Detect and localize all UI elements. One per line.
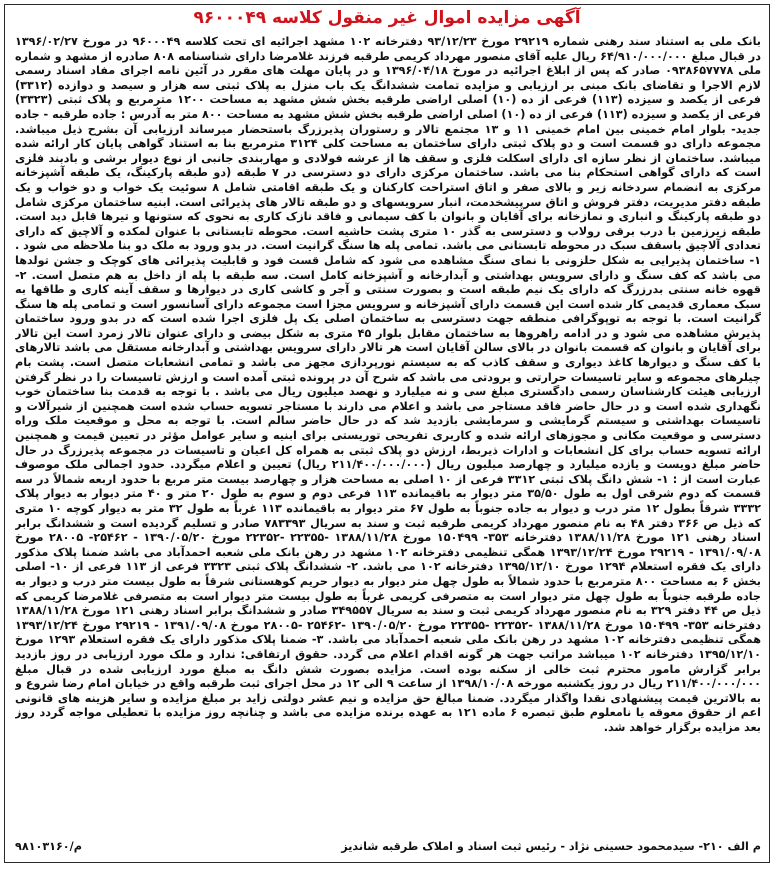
footer-signature: م الف ۲۱۰- سیدمحمود حسینی نژاد - رئیس ثبت اسناد و املاک طرقبه شاندیز [341,840,761,853]
notice-frame [4,4,770,863]
notice-title: آگهی مزایده اموال غیر منقول کلاسه ۹۶۰۰۰۴۹ [193,8,581,28]
notice-body-text: بانک ملی به استناد سند رهنی شماره ۲۹۲۱۹ مورخ ۹۳/۱۲/۲۳ دفترخانه ۱۰۲ مشهد اجرائیه ای تحت کلاسه ۹۶۰۰۰۴۹ در مورخ ۱۳۹۶/۰۲/۲۷ در قبال مبلغ ۶۴/۹۱۰/۰۰۰/۰۰۰ ریال علیه آقای منصور مهرداد کریمی طرقبه فرزند غلامرضا دارای شناسنامه ۸۰۸ صادره از مشهد و شماره ملی ۰۹۳۸۶۵۷۷۷۸ صادر که پس از ابلاغ اجرائیه در مورخ ۱۳۹۶/۰۴/۱۸ و در پایان مهلت های مقرر در آئین نامه اجرای مفاد اسناد رسمی لازم الاجرا و تقاضای بانک مبنی بر ارزیابی و مزایده تمامت ششدانگ یک باب منزل به پلاک ثبتی سه هزار و سیصد و دوازده (۳۳۱۲) فرعی از یکصد و سیزده (۱۱۳) فرعی از ده (۱۰) اصلی اراضی طرقبه بخش شش مشهد به مساحت ۱۲۰۰ مترمربع و پلاک ثبتی (۳۳۲۳) فرعی از یکصد و سیزده (۱۱۳) فرعی از ده (۱۰) اصلی اراضی طرقبه بخش شش مشهد به مساحت ۸۰۰ متر به آدرس : جاده طرقبه - جاده جدید- بلوار امام خمینی بین امام خمینی ۱۱ و ۱۳ مجتمع تالار و رستوران پذیرزرگ باستحضار میرساند ارزیابی آن بشرح ذیل میباشد. مجموعه دارای دو قسمت است و دو پلاک ثبتی دارای ساختمان به مساحت کلی ۳۱۲۴ مترمربع بنا به استناد گواهی پایان کار ارائه شده میباشد. ساختمان از نظر سازه ای دارای اسکلت فلزی و سقف ها از عرشه فولادی و مهاربندی جانبی از نوع دیوار برشی و بادبند فلزی است که دارای گواهی استحکام بنا می باشد. ساختمان مرکزی دارای دو دسترسی در ۷ طبقه (دو طبقه پارکینگ، یک طبقه آشپزخانه مرکزی به انضمام سردخانه زیر و بالای صفر و اتاق استراحت کارکنان و یک طبقه اقامتی شامل ۸ سوئیت یک خواب و دو خواب و یک طبقه دفتر مدیریت، دفتر فروش و اتاق سرپیشخدمت، انبار سرویسهای و دو طبقه تالار های پذیرائی است. ابنیه ساختمان مرکزی شامل دو طبقه پارکینگ و انباری و نمازخانه برای آقایان و بانوان با کف سیمانی و فاقد نازک کاری به نحوی که ستونها و تیرها قابل دید است. طبقه زیرزمین با درب برقی رولاب و دسترسی به گذر ۱۰ متری پشت حاشیه است. محوطه تابستانی با عنوان لمکده و آلاچیق که دارای تعدادی آلاچیق باسقف سبک در محوطه تابستانی می باشد. تمامی پله ها سنگ گرانیت است. در بدو ورود به ملک دو بنا ملاحظه می شود . ۱- ساختمان پذیرایی به شکل حلزونی با نمای سنگ مشاهده می شود که شامل قست فود و قابلیت پذیرائی های کوچک و جشن تولدها می باشد که کف سنگ و دارای سرویس بهداشتی و آبدارخانه و آشپزخانه کامل است. سه طبقه با پله از داخل به هم متصل است. ۲- قهوه خانه سنتی بدرزرگ که دارای یک نیم طبقه است و بصورت سنتی و آجر و کاشی کاری در دیوارها و سقف آینه کاری و طاقها به سبک معماری قدیمی کار شده است این قسمت دارای آشپزخانه و سرویس مجزا است مجموعه دارای آسانسور است و تمامی پله ها سنگ گرانیت است. با توجه به توپوگرافی منطقه جهت دسترسی به ساختمان اصلی یک پل فلزی اجرا شده است که در بدو ورود ساختمان پذیرش مشاهده می شود و در ادامه راهروها به ساختمان مقابل بلوار ۴۵ متری به شکل بیضی و دارای عنوان تالار زمرد است این تالار برای آقایان و بانوان که قسمت بانوان در بالای سالن آقایان است هر تالار دارای سرویس بهداشتی و آبدارخانه مستقل می باشد تالارهای با کف سنگ و دیوارها کاغذ دیواری و سقف کاذب که به سیستم نورپردازی مجهز می باشد و تمامی انشعابات متصل است. پشت بام چیلرهای مجموعه و سایر تاسیسات حرارتی و برودتی می باشد که شرح آن در پرونده ثبتی آمده است و ارزش تاسیسات را در نظر گرفتن ارزیابی هیئت کارشناسان رسمی دادگستری مبلغ سی و نه میلیارد و نهصد میلیون ریال می باشد . با توجه به قدمت بنا ساختمان خوب نگهداری شده است و در حال حاضر فاقد مستاجر می باشد و اعلام می دارند با مستاجر تسویه حساب شده است همچنین از شیرآلات و تاسیسات بهداشتی و سیستم گرمایشی و سرمایشی بازدید شد که در حال حاضر سالم است. با توجه به محل و موقعیت ملک وراه دسترسی و موقعیت مکانی و مجوزهای ارائه شده و کاربری تفریحی توریستی برای ابنیه و سایر عوامل مؤثر در تعیین قیمت و همچنین ارائه تسویه حساب برای کل انشعابات و ادارات ذیربط، ارزش دو پلاک ثبتی به همراه کل اعیان و تاسیسات در مجموعه پذیرزرگ در حال حاضر مبلغ دویست و یازده میلیارد و چهارصد میلیون ریال (۲۱۱/۴۰۰/۰۰۰/۰۰۰ ریال) تعیین و اعلام میگردد. حدود اجمالی ملک موصوف عبارت است از : ۱- شش دانگ پلاک ثبتی ۳۳۱۲ فرعی از ۱۰ اصلی به مساحت هزار و چهارصد بیست متر مربع با حدود اربعه شمالاً در سه قسمت که دوم شرقی اول به طول ۳۵/۵۰ متر دیوار به باقیمانده ۱۱۳ فرعی دوم و سوم به طول ۲۰ متر و ۴۰ متر دیوار به دیوار پلاک ۳۳۳۲ شرقاً بطول ۱۲ متر درب و دیوار به جاده جنوباً به طول ۶۷ متر دیوار به باقیمانده ۱۱۳ غرباً به طول ۳۲ متر به دیوار کوچه ۱۰ متری که ذیل ص ۳۶۶ دفتر ۴۸ به نام منصور مهرداد کریمی طرقبه ثبت و سند به سریال ۷۸۳۳۹۳ صادر و تسلیم گردیده است و ششدانگ برابر اسناد رهنی ۱۲۱ مورخ ۱۳۸۸/۱۱/۲۸ دفترخانه ۳۵۳- ۱۵۰۴۹۹ مورخ ۱۳۸۸/۱۱/۲۸ -۲۲۳۵۵ -۲۲۳۵۲ مورخ ۱۳۹۰/۰۵/۲۰ - ۲۵۴۶۲- ۲۸۰۰۵ مورخ ۱۳۹۱/۰۹/۰۸ - ۲۹۲۱۹ مورخ ۱۳۹۳/۱۲/۲۴ همگی تنظیمی دفترخانه ۱۰۲ مشهد در رهن بانک ملی شعبه احمدآباد می باشد ضمنا پلاک مذکور دارای یک فقره استعلام ۱۲۹۴ مورخ ۱۳۹۵/۱۲/۱۰ دفترخانه ۱۰۲ می باشد. ۲- ششدانگ پلاک ثبتی ۳۳۲۳ فرعی از ۱۱۳ فرعی از ۱۰- اصلی بخش ۶ به مساحت ۸۰۰ مترمربع با حدود شمالاً به طول چهل متر دیوار به دیوار حریم کوهستانی شرقاً به طول بیست متر درب و دیوار به جاده طرقبه جنوباً به طول چهل متر دیوار است به متصرفی کریمی غرباً به طول بیست متر دیوار است به متصرفی غلامرضا کریمی که ذیل ص ۴۴ دفتر ۳۲۹ به نام منصور مهرداد کریمی ثبت و سند به سریال ۳۴۹۵۵۷ صادر و ششدانگ برابر اسناد رهنی ۱۲۱ مورخ ۱۳۸۸/۱۱/۲۸ دفترخانه ۳۵۳- ۱۵۰۴۹۹ مورخ ۱۳۸۸/۱۱/۲۸ -۲۲۳۵۲ -۲۲۳۵۵ مورخ ۱۳۹۰/۰۵/۲۰ -۲۵۴۶۲ -۲۸۰۰۵ مورخ ۱۳۹۱/۰۹/۰۸ - ۲۹۲۱۹ مورخ ۱۳۹۳/۱۲/۲۴ همگی تنظیمی دفترخانه ۱۰۲ مشهد در رهن بانک ملی شعبه احمدآباد می باشد. ۳- ضمنا پلاک مذکور دارای یک فقره استعلام ۱۲۹۳ مورخ ۱۳۹۵/۱۲/۱۰ دفترخانه ۱۰۲ میباشد مراتب جهت هر گونه اقدام اعلام می گردد. حقوق ارتفاقی: ندارد و ملک مورد ارزیابی در روز بازدید برابر گزارش مامور محترم ثبت خالی از سکنه بوده است. مزایده بصورت شش دانگ به مبلغ مورد ارزیابی شده در قبال مبلغ ۲۱۱/۴۰۰/۰۰۰/۰۰۰ ریال در روز یکشنبه مورخه ۱۳۹۸/۱۰/۰۸ از ساعت ۹ الی ۱۲ در محل اجرای ثبت طرقبه واقع در خیابان امام رضا شروع و به بالاترین قیمت پیشنهادی نقدا واگذار میگردد. ضمنا مبالغ حق مزایده و نیم عشر دولتی زاید بر مبلغ مزایده و سایر هزینه های قانونی اعم از حقوق معوقه یا نامعلوم طبق تبصره ۶ ماده ۱۲۱ به عهده برنده مزایده می باشد و چنانچه روز مزایده با تعطیلی مواجه گردد روز بعد مزایده برگزار خواهد شد. [15,35,761,734]
notice-body [15,35,761,835]
footer-code: ۹۸۱۰۳۱۶۰/م [15,840,82,853]
notice-footer [15,836,761,858]
